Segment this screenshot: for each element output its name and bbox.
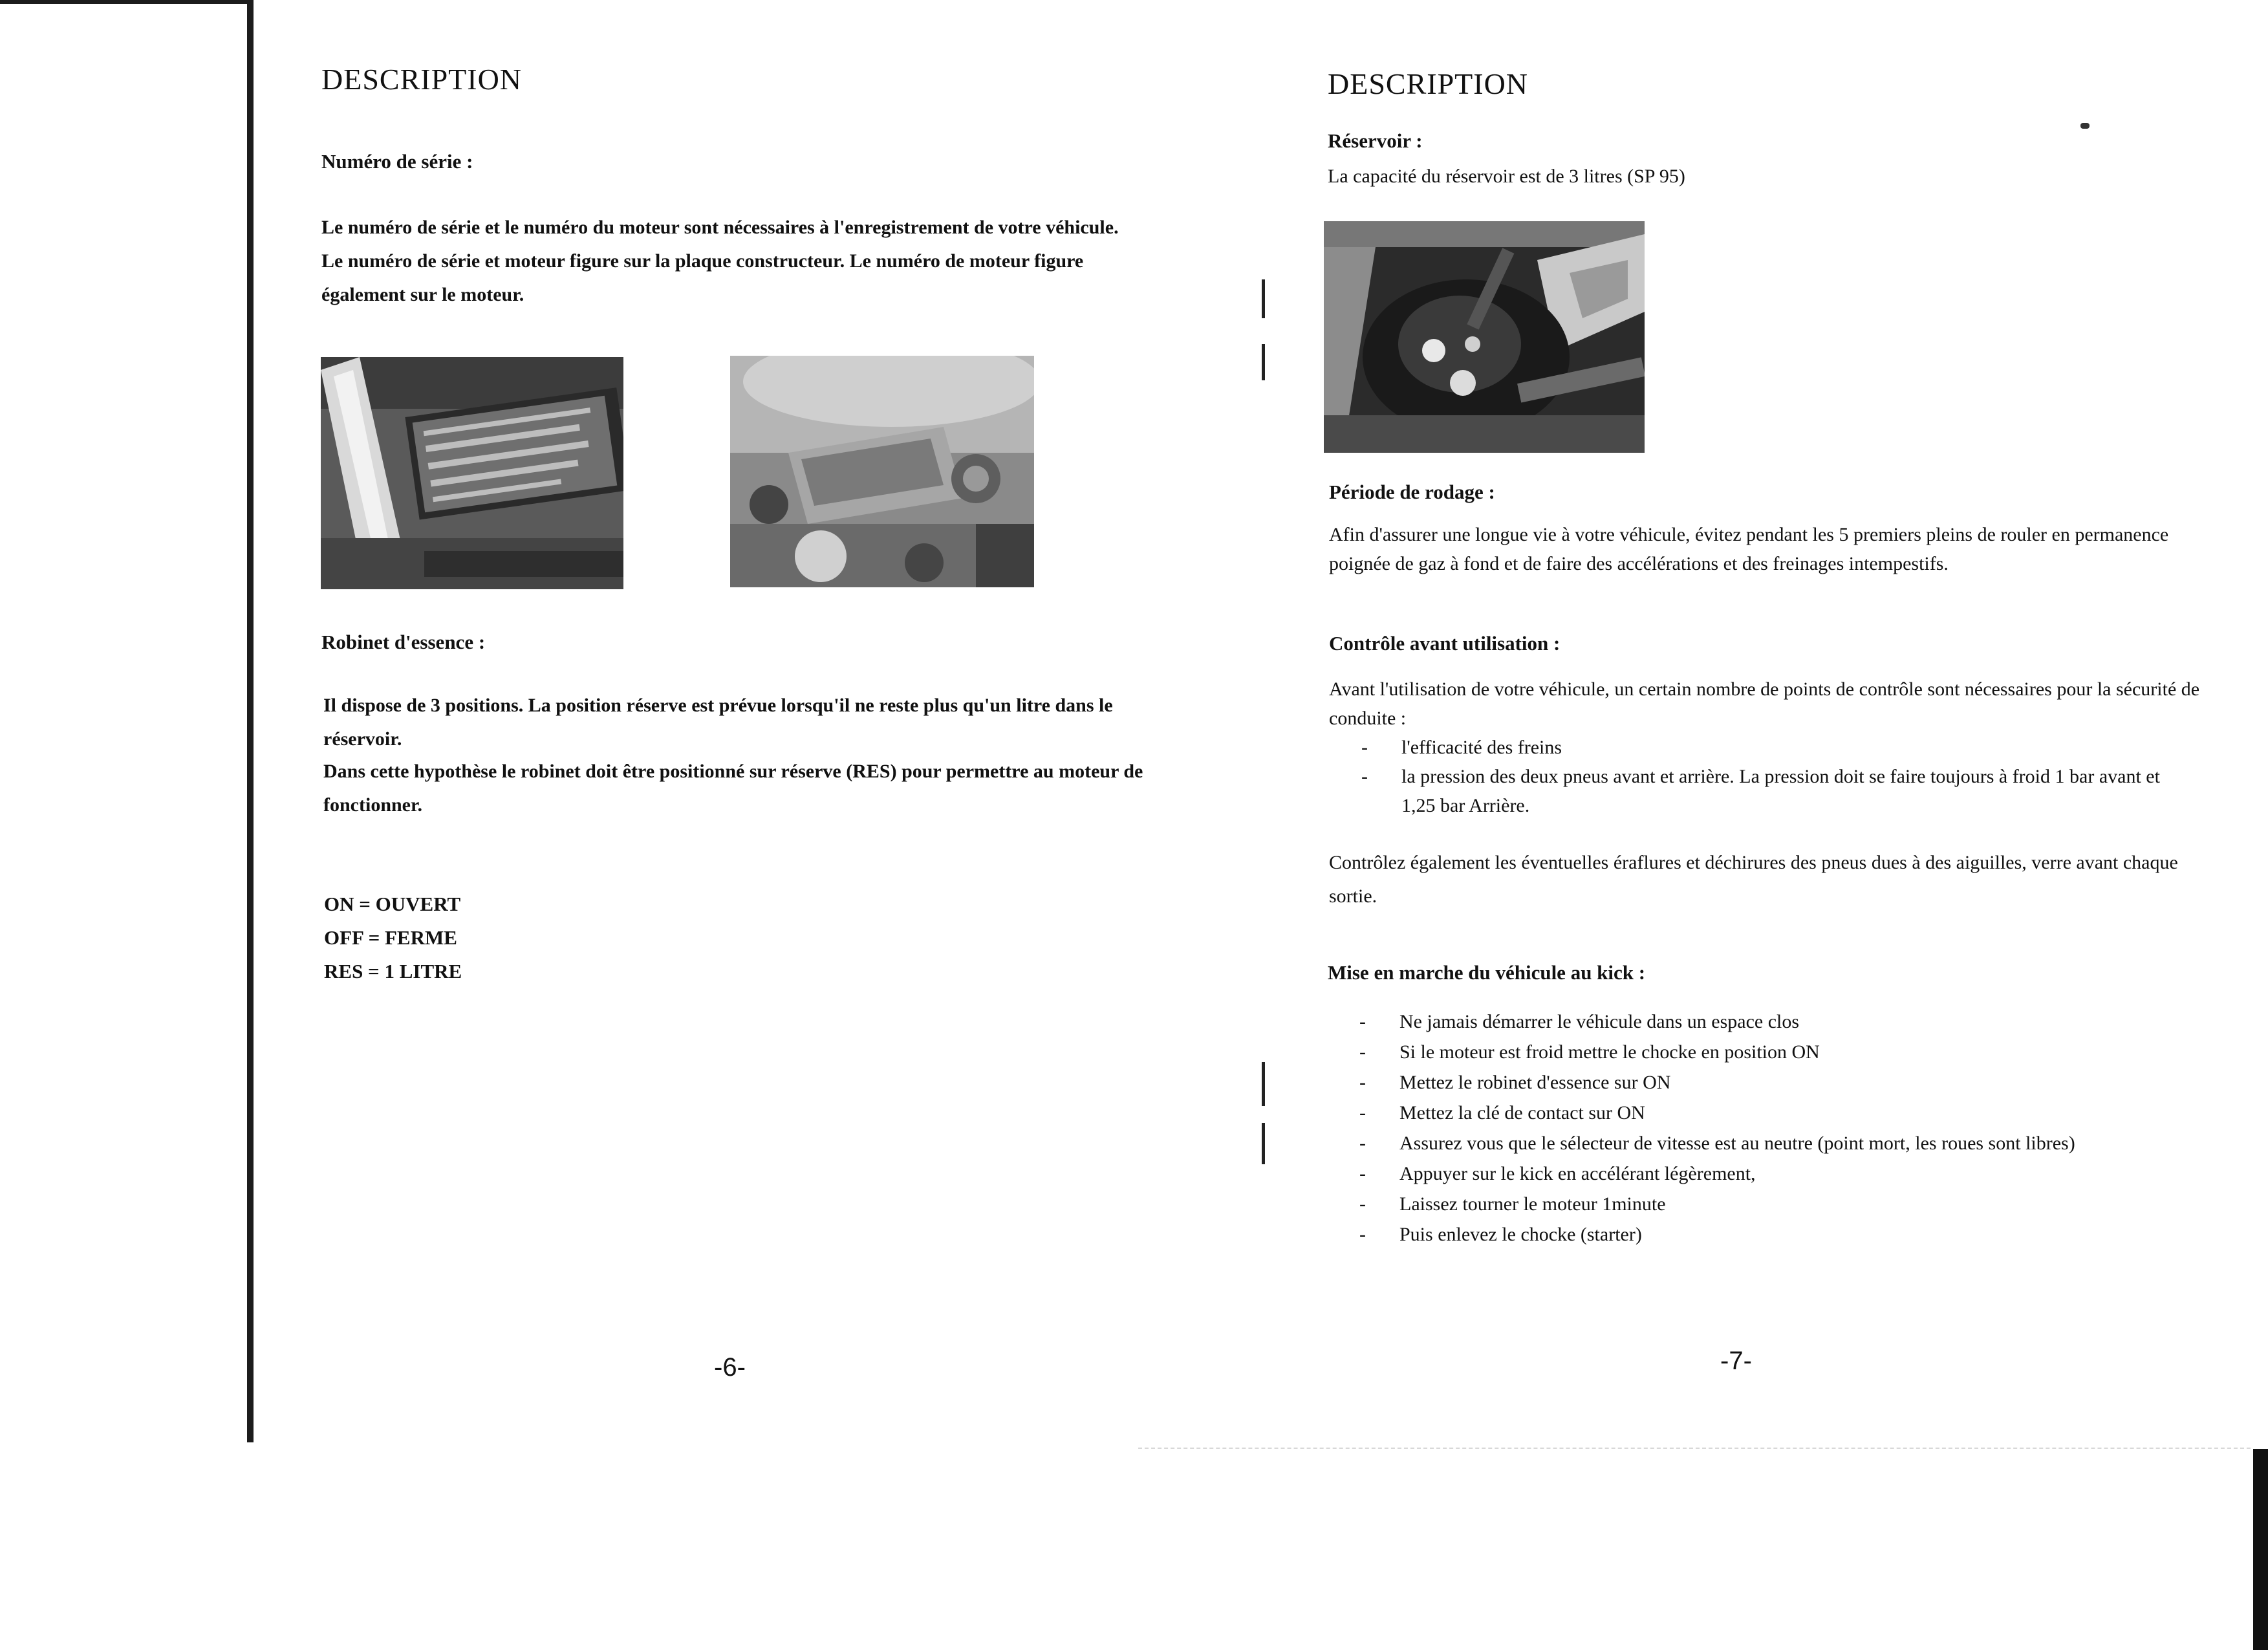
fuel-tap-codes: [324, 887, 462, 988]
left-page-number: -6-: [714, 1353, 746, 1382]
engine-number-photo: [730, 356, 1034, 587]
tank-heading: Réservoir :: [1328, 129, 1423, 152]
scan-gutter-mark: [1262, 1062, 1265, 1106]
fuel-tap-code-on: ON = OUVERT: [324, 893, 461, 915]
tire-damage-note: Contrôlez également les éventuelles éraflures et déchirures des pneus dues à des aiguilles, verre avant chaque sortie.: [1329, 852, 2178, 907]
pre-use-check-heading: Contrôle avant utilisation :: [1329, 632, 1561, 655]
right-page: [1268, 0, 2251, 1449]
kick-step: - Laissez tourner le moteur 1minute: [1359, 1189, 2219, 1219]
right-page-number: -7-: [1720, 1347, 1752, 1375]
pre-use-check-intro: Avant l'utilisation de votre véhicule, un certain nombre de points de contrôle sont nécessaires pour la sécurité de conduite :: [1329, 678, 2200, 729]
break-in-text: Afin d'assurer une longue vie à votre véhicule, évitez pendant les 5 premiers pleins de rouler en permanence poignée de gaz à fond et de faire des accélérations et des freinages intempestifs.: [1329, 524, 2169, 574]
fuel-tap-reserve-text: Dans cette hypothèse le robinet doit être positionné sur réserve (RES) pour permettre au moteur de fonctionner.: [323, 761, 1143, 816]
kick-step: - Ne jamais démarrer le véhicule dans un espace clos: [1359, 1006, 2219, 1037]
kick-step: - Puis enlevez le chocke (starter): [1359, 1219, 2219, 1250]
scan-gutter-mark: [1262, 279, 1265, 318]
scan-gutter-mark: [1262, 1123, 1265, 1164]
scan-gutter-mark: [1262, 344, 1265, 380]
fuel-tap-code-res: RES = 1 LITRE: [324, 960, 462, 982]
scan-binder-edge-right: [2253, 1449, 2268, 1650]
fuel-tap-positions-text: Il dispose de 3 positions. La position réserve est prévue lorsqu'il ne reste plus qu'un litre dans le réservoir.: [323, 695, 1113, 750]
kick-step: - Mettez la clé de contact sur ON: [1359, 1098, 2219, 1128]
break-in-heading: Période de rodage :: [1329, 481, 1495, 503]
check-item-tire-pressure: - la pression des deux pneus avant et arrière. La pression doit se faire toujours à froid 1 bar avant et 1,25 bar Arrière.: [1361, 762, 2183, 820]
kick-start-steps: [1359, 1006, 2219, 1250]
manufacturer-plate-photo: [321, 357, 623, 589]
kick-step: - Mettez le robinet d'essence sur ON: [1359, 1067, 2219, 1098]
left-page-heading: DESCRIPTION: [321, 63, 523, 96]
fuel-tap-heading: Robinet d'essence :: [321, 631, 486, 653]
kick-step: - Appuyer sur le kick en accélérant légèrement,: [1359, 1158, 2219, 1189]
left-page: [0, 0, 1143, 1449]
tank-capacity-text: La capacité du réservoir est de 3 litres (SP 95): [1328, 166, 1685, 187]
kick-step: - Si le moteur est froid mettre le chocke en position ON: [1359, 1037, 2219, 1067]
fuel-tank-photo: [1324, 221, 1645, 453]
serial-number-heading: Numéro de série :: [321, 150, 473, 173]
kick-start-heading: Mise en marche du véhicule au kick :: [1328, 961, 1646, 984]
kick-step: - Assurez vous que le sélecteur de vitesse est au neutre (point mort, les roues sont libres): [1359, 1128, 2219, 1158]
right-page-heading: DESCRIPTION: [1328, 67, 1529, 100]
check-item-brakes: - l'efficacité des freins: [1361, 733, 2183, 762]
serial-number-text: Le numéro de série et le numéro du moteur sont nécessaires à l'enregistrement de votre véhicule. Le numéro de série et moteur figure sur la plaque constructeur. Le numéro de moteur figure également sur le moteur.: [321, 217, 1119, 305]
fuel-tap-code-off: OFF = FERME: [324, 926, 457, 949]
pre-use-check-list: [1361, 733, 2183, 820]
